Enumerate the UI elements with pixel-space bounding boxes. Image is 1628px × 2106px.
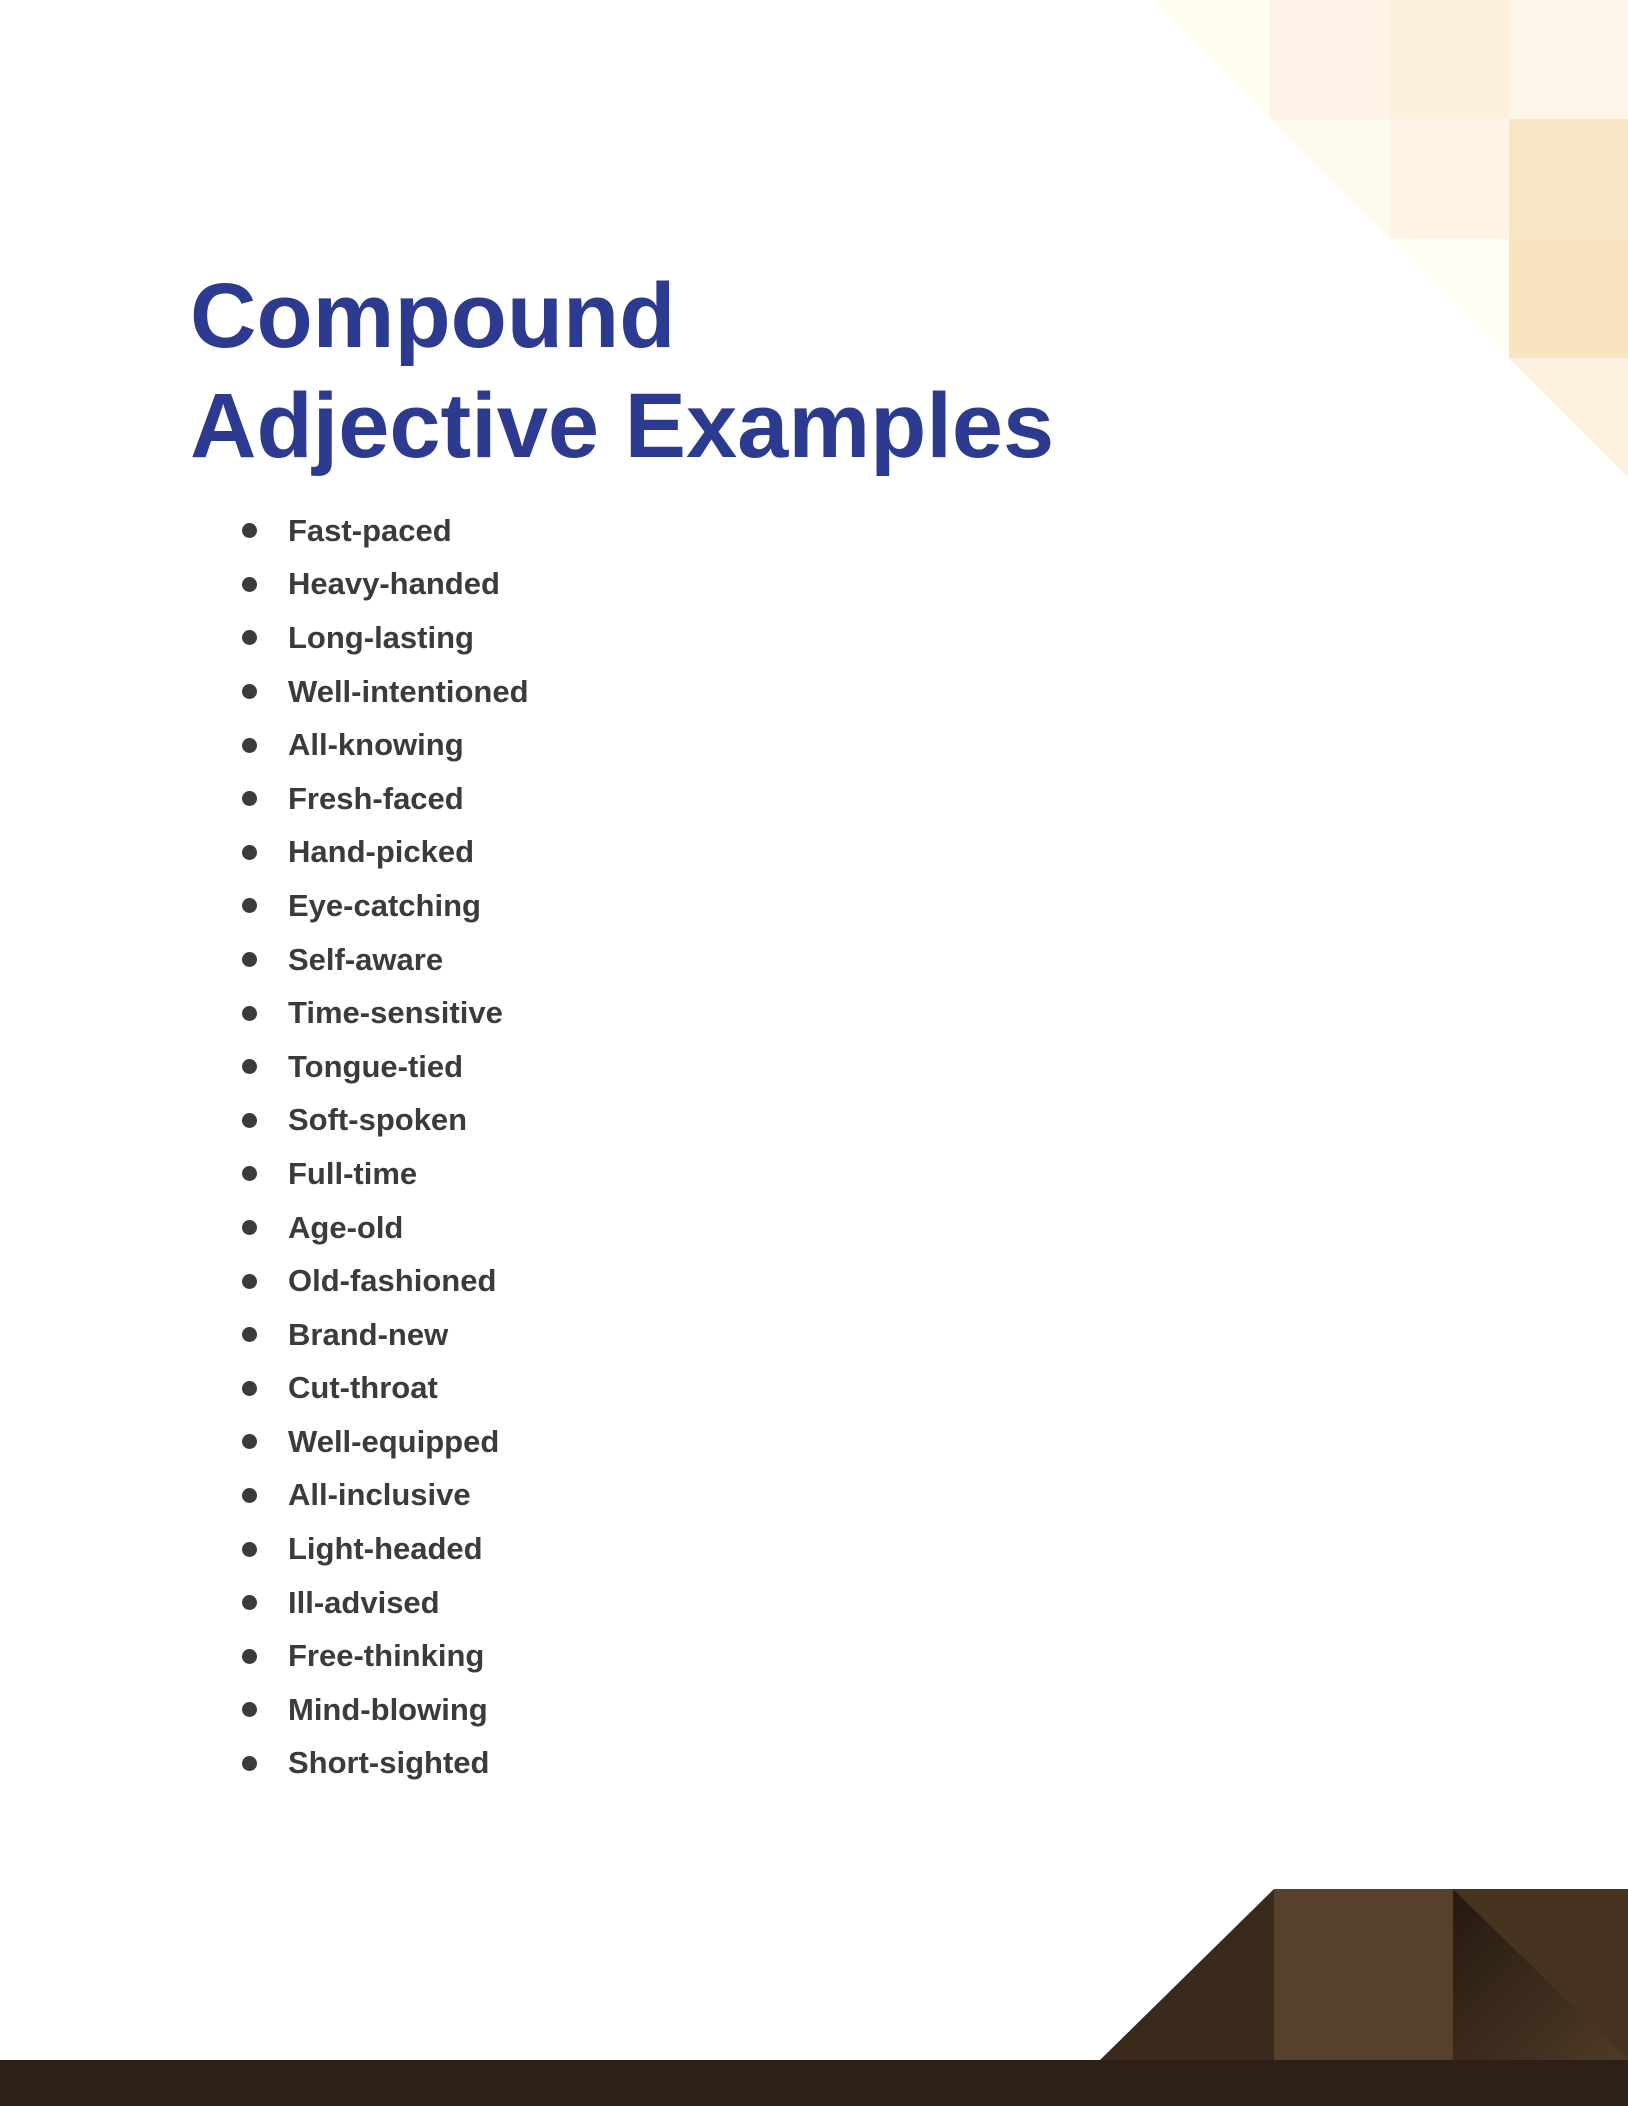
page-title [190, 261, 1054, 481]
list-item [242, 1254, 529, 1308]
bullet-dot-icon [242, 898, 257, 913]
list-item-label: Full-time [288, 1155, 418, 1191]
list-item-label: Short-sighted [288, 1745, 490, 1781]
list-item-label: Free-thinking [288, 1638, 485, 1674]
list-item-label: Tongue-tied [288, 1048, 464, 1084]
top-right-corner-decoration [1151, 0, 1628, 477]
bullet-dot-icon [242, 1059, 257, 1074]
list-item-label: Well-intentioned [288, 673, 529, 709]
decoration-square [1270, 0, 1391, 121]
list-item-label: All-inclusive [288, 1477, 471, 1513]
list-item [242, 1415, 529, 1469]
bullet-dot-icon [242, 1649, 257, 1664]
list-item-label: Time-sensitive [288, 995, 503, 1031]
list-item [242, 879, 529, 933]
list-item-label: Age-old [288, 1209, 404, 1245]
list-item [242, 718, 529, 772]
list-item-label: Hand-picked [288, 834, 475, 870]
list-item-label: Fresh-faced [288, 780, 464, 816]
decoration-square [1390, 119, 1511, 240]
bottom-bar [0, 2060, 1628, 2106]
list-item-label: Self-aware [288, 941, 444, 977]
list-item [242, 1737, 529, 1791]
decoration-square [1390, 239, 1511, 360]
bullet-dot-icon [242, 1220, 257, 1235]
list-item [242, 665, 529, 719]
list-item [242, 1201, 529, 1255]
page-title-line2: Adjective Examples [190, 375, 1055, 477]
list-item [242, 558, 529, 612]
bottom-right-shape [1453, 1889, 1628, 2060]
bullet-dot-icon [242, 1166, 257, 1181]
list-item-label: All-knowing [288, 727, 464, 763]
bullet-dot-icon [242, 630, 257, 645]
list-item [242, 1040, 529, 1094]
bottom-right-diagonal-shade [1453, 1889, 1628, 2060]
list-item-label: Heavy-handed [288, 566, 500, 602]
compound-adjective-list [242, 504, 529, 1790]
bullet-dot-icon [242, 1113, 257, 1128]
decoration-square [1151, 0, 1272, 121]
decoration-square [1509, 119, 1628, 240]
bullet-dot-icon [242, 523, 257, 538]
decoration-square [1390, 0, 1511, 121]
list-item [242, 504, 529, 558]
decoration-square [1509, 0, 1628, 121]
decoration-square [1270, 119, 1391, 240]
list-item-label: Light-headed [288, 1531, 483, 1567]
bottom-decoration [0, 1889, 1628, 2106]
list-item [242, 1362, 529, 1416]
decoration-square [1509, 358, 1628, 479]
bullet-dot-icon [242, 952, 257, 967]
bullet-dot-icon [242, 1381, 257, 1396]
list-item [242, 611, 529, 665]
bullet-dot-icon [242, 845, 257, 860]
bullet-dot-icon [242, 1434, 257, 1449]
list-item-label: Soft-spoken [288, 1102, 468, 1138]
list-item [242, 933, 529, 987]
list-item-label: Mind-blowing [288, 1691, 488, 1727]
list-item-label: Cut-throat [288, 1370, 438, 1406]
list-item [242, 986, 529, 1040]
list-item-label: Well-equipped [288, 1423, 500, 1459]
list-item [242, 826, 529, 880]
list-item-label: Eye-catching [288, 887, 481, 923]
bullet-dot-icon [242, 1542, 257, 1557]
bullet-dot-icon [242, 1327, 257, 1342]
bullet-dot-icon [242, 684, 257, 699]
list-item-label: Old-fashioned [288, 1263, 497, 1299]
bullet-dot-icon [242, 791, 257, 806]
bullet-dot-icon [242, 1488, 257, 1503]
bottom-left-slant-shape [1100, 1889, 1274, 2060]
bullet-dot-icon [242, 577, 257, 592]
list-item [242, 1308, 529, 1362]
page-title-line1: Compound [190, 265, 676, 367]
bottom-middle-rectangle [1274, 1889, 1453, 2060]
bullet-dot-icon [242, 738, 257, 753]
bullet-dot-icon [242, 1274, 257, 1289]
list-item [242, 772, 529, 826]
bullet-dot-icon [242, 1756, 257, 1771]
decoration-square [1509, 239, 1628, 360]
list-item-label: Brand-new [288, 1316, 449, 1352]
list-item [242, 1469, 529, 1523]
bullet-dot-icon [242, 1006, 257, 1021]
list-item [242, 1576, 529, 1630]
list-item-label: Fast-paced [288, 512, 452, 548]
list-item [242, 1683, 529, 1737]
list-item [242, 1147, 529, 1201]
list-item [242, 1629, 529, 1683]
list-item-label: Ill-advised [288, 1584, 440, 1620]
list-item-label: Long-lasting [288, 619, 474, 655]
list-item [242, 1522, 529, 1576]
list-item [242, 1094, 529, 1148]
bullet-dot-icon [242, 1702, 257, 1717]
bullet-dot-icon [242, 1595, 257, 1610]
